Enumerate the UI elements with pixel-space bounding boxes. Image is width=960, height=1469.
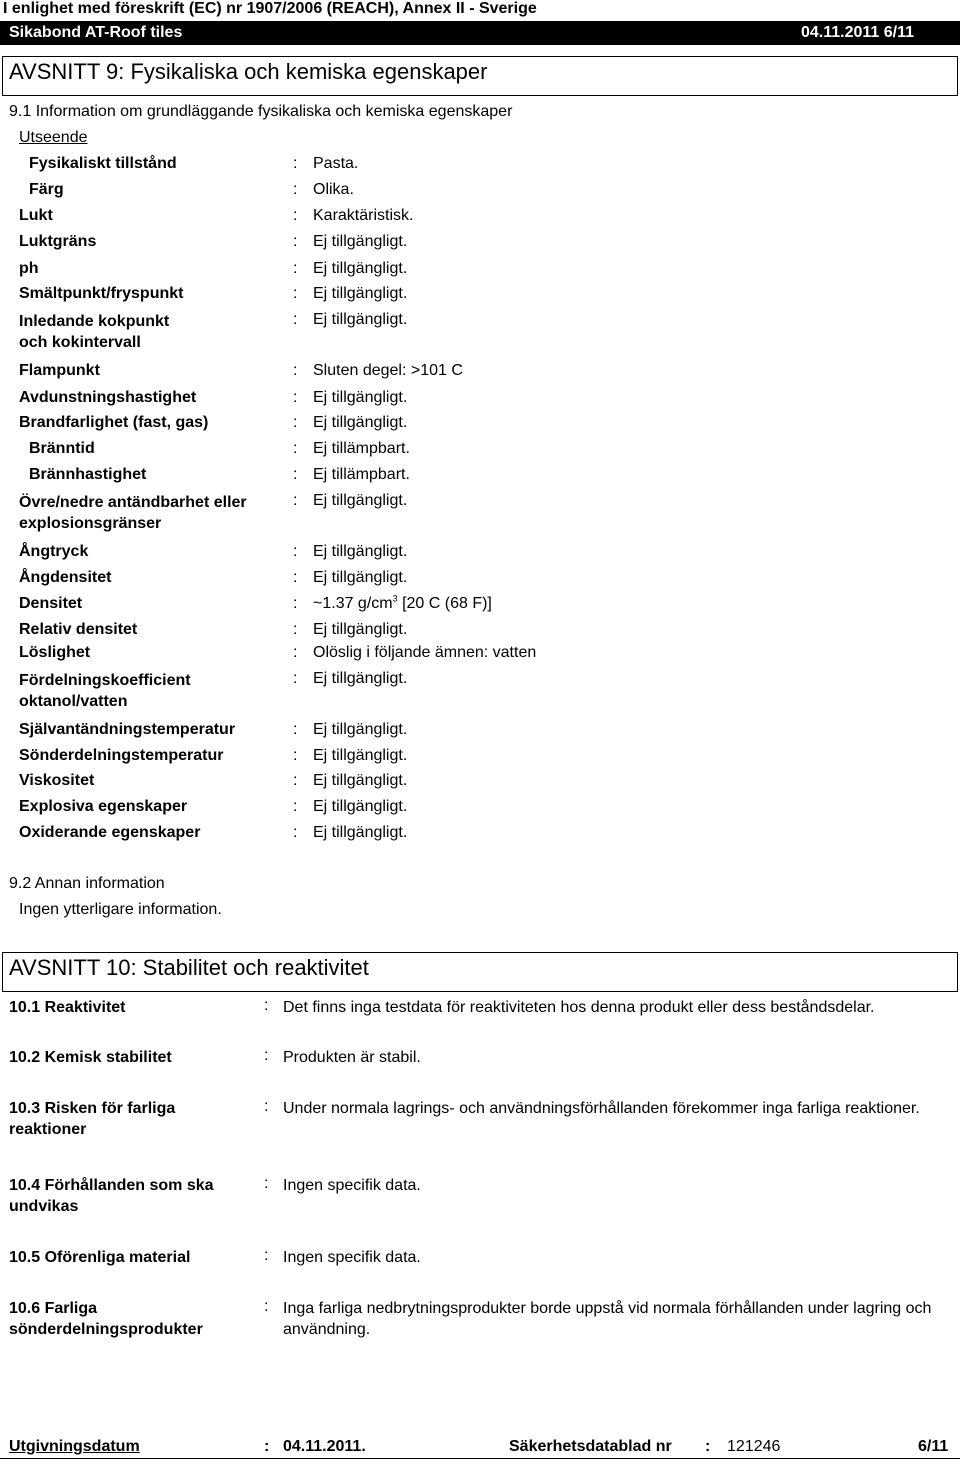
property-label: Flampunkt	[19, 362, 100, 379]
property-value: Ej tillgängligt.	[313, 389, 408, 406]
stability-value: Under normala lagrings- och användningsförhållanden förekommer inga farliga reaktioner.	[283, 1100, 920, 1117]
property-label: Ångdensitet	[19, 569, 112, 586]
property-colon: :	[293, 721, 298, 738]
property-value: Ej tillgängligt.	[313, 492, 408, 509]
property-label: Smältpunkt/fryspunkt	[19, 285, 184, 302]
property-label: Densitet	[19, 595, 83, 612]
footer-rule	[0, 1458, 960, 1459]
property-value: Ej tillgängligt.	[313, 772, 408, 789]
product-name: Sikabond AT-Roof tiles	[9, 24, 183, 41]
property-colon: :	[293, 747, 298, 764]
property-label: Sönderdelningstemperatur	[19, 747, 224, 764]
product-bar	[0, 21, 960, 45]
property-value: Ej tillgängligt.	[313, 721, 408, 738]
property-label: ph	[19, 260, 39, 277]
property-value: Ej tillämpbart.	[313, 466, 410, 483]
stability-value: Det finns inga testdata för reaktiviteten hos denna produkt eller dess beståndsdelar.	[283, 999, 875, 1016]
property-colon: :	[293, 207, 298, 224]
other-information-text: Ingen ytterligare information.	[19, 901, 222, 918]
section-10-title: AVSNITT 10: Stabilitet och reaktivitet	[9, 955, 369, 980]
property-value: Ej tillgängligt.	[313, 414, 408, 431]
stability-value: Inga farliga nedbrytningsprodukter borde uppstå vid normala förhållanden under lagring och användning.	[283, 1300, 932, 1338]
stability-value: Produkten är stabil.	[283, 1049, 421, 1066]
subsection-9-1: 9.1 Information om grundläggande fysikaliska och kemiska egenskaper	[9, 103, 513, 120]
stability-value: Ingen specifik data.	[283, 1177, 421, 1194]
property-colon: :	[293, 644, 298, 661]
property-colon: :	[293, 670, 298, 687]
property-colon: :	[293, 569, 298, 586]
section-9-title: AVSNITT 9: Fysikaliska och kemiska egenskaper	[9, 59, 488, 84]
property-value: Ej tillgängligt.	[313, 670, 408, 687]
property-value: Pasta.	[313, 155, 359, 172]
property-label: Lukt	[19, 207, 53, 224]
property-label: Brännhastighet	[29, 466, 147, 483]
density-value: ~1.37 g/cm	[313, 595, 393, 612]
property-value: Ej tillgängligt.	[313, 285, 408, 302]
property-label: Viskositet	[19, 772, 95, 789]
property-label: Fördelningskoefficient oktanol/vatten	[19, 672, 191, 710]
property-value: Ej tillgängligt.	[313, 543, 408, 560]
sds-number-value: 121246	[727, 1438, 781, 1455]
property-label: Luktgräns	[19, 233, 97, 250]
property-value: Ej tillgängligt.	[313, 824, 408, 841]
property-colon: :	[293, 621, 298, 638]
property-value: Ej tillgängligt.	[313, 621, 408, 638]
property-colon: :	[293, 311, 298, 328]
density-unit-exponent: 3	[392, 593, 398, 604]
property-label: Inledande kokpunkt och kokintervall	[19, 313, 170, 351]
property-value: Karaktäristisk.	[313, 207, 414, 224]
stability-value: Ingen specifik data.	[283, 1249, 421, 1266]
stability-label: 10.4 Förhållanden som ska undvikas	[9, 1177, 214, 1215]
property-label: Relativ densitet	[19, 621, 138, 638]
property-colon: :	[293, 492, 298, 509]
stability-colon: :	[264, 1247, 269, 1264]
section-10-title-box	[2, 952, 958, 992]
stability-label: 10.5 Oförenliga material	[9, 1249, 191, 1266]
property-value: Ej tillgängligt.	[313, 260, 408, 277]
density-condition: [20 C (68 F)]	[397, 595, 492, 612]
property-value: Ej tillgängligt.	[313, 569, 408, 586]
property-value: Olika.	[313, 181, 354, 198]
stability-label: 10.6 Farliga sönderdelningsprodukter	[9, 1300, 203, 1338]
property-label: Oxiderande egenskaper	[19, 824, 201, 841]
stability-label: 10.3 Risken för farliga reaktioner	[9, 1100, 176, 1138]
property-colon: :	[293, 772, 298, 789]
property-colon: :	[293, 798, 298, 815]
stability-label: 10.2 Kemisk stabilitet	[9, 1049, 172, 1066]
property-label: Löslighet	[19, 644, 91, 661]
footer-page-number: 6/11	[918, 1438, 949, 1455]
appearance-heading: Utseende	[19, 129, 88, 146]
property-label: Bränntid	[29, 440, 95, 457]
property-colon: :	[293, 233, 298, 250]
property-colon: :	[293, 824, 298, 841]
section-9-title-box	[2, 56, 958, 96]
stability-colon: :	[264, 1047, 269, 1064]
property-colon: :	[293, 466, 298, 483]
property-label: Brandfarlighet (fast, gas)	[19, 414, 209, 431]
stability-colon: :	[264, 1098, 269, 1115]
issue-date-colon: :	[264, 1438, 270, 1455]
property-value: Ej tillgängligt.	[313, 233, 408, 250]
issue-date-value: 04.11.2011.	[283, 1438, 366, 1455]
property-colon: :	[293, 181, 298, 198]
property-colon: :	[293, 362, 298, 379]
stability-colon: :	[264, 1175, 269, 1192]
property-colon: :	[293, 285, 298, 302]
subsection-9-2: 9.2 Annan information	[9, 875, 165, 892]
property-label: Explosiva egenskaper	[19, 798, 188, 815]
sds-number-colon: :	[705, 1438, 711, 1455]
regulation-header: I enlighet med föreskrift (EC) nr 1907/2006 (REACH), Annex II - Sverige	[3, 0, 537, 17]
property-value	[313, 595, 492, 613]
property-value: Ej tillgängligt.	[313, 311, 408, 328]
property-label: Fysikaliskt tillstånd	[29, 155, 177, 172]
issue-date-label: Utgivningsdatum	[9, 1438, 140, 1455]
stability-colon: :	[264, 1298, 269, 1315]
property-label: Avdunstningshastighet	[19, 389, 197, 406]
property-label: Ångtryck	[19, 543, 89, 560]
property-value: Olöslig i följande ämnen: vatten	[313, 644, 537, 661]
property-value: Ej tillämpbart.	[313, 440, 410, 457]
property-colon: :	[293, 414, 298, 431]
stability-colon: :	[264, 997, 269, 1014]
property-label: Övre/nedre antändbarhet eller explosionsgränser	[19, 494, 247, 532]
property-label: Färg	[29, 181, 64, 198]
property-value: Ej tillgängligt.	[313, 798, 408, 815]
property-colon: :	[293, 543, 298, 560]
property-colon: :	[293, 595, 298, 612]
property-colon: :	[293, 389, 298, 406]
property-colon: :	[293, 260, 298, 277]
property-label: Självantändningstemperatur	[19, 721, 236, 738]
date-page: 04.11.2011 6/11	[801, 24, 915, 41]
stability-label: 10.1 Reaktivitet	[9, 999, 126, 1016]
property-colon: :	[293, 440, 298, 457]
property-value: Sluten degel: >101 C	[313, 362, 463, 379]
sds-number-label: Säkerhetsdatablad nr	[509, 1438, 672, 1455]
property-colon: :	[293, 155, 298, 172]
property-value: Ej tillgängligt.	[313, 747, 408, 764]
